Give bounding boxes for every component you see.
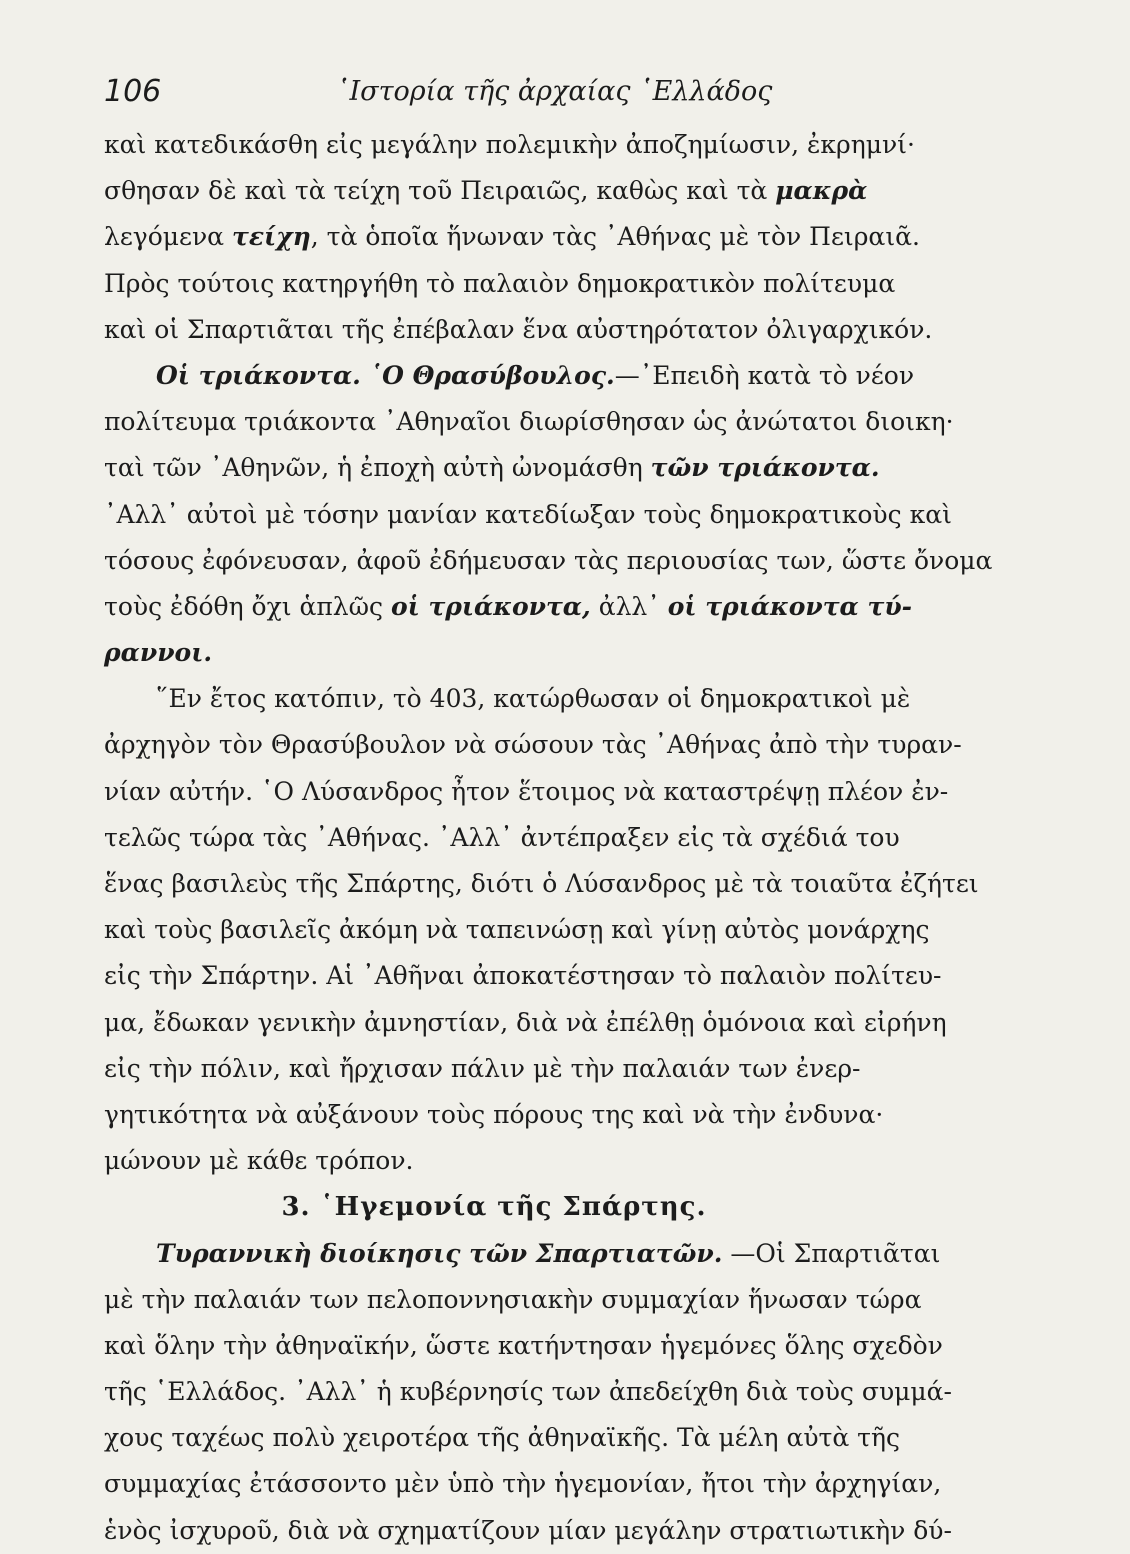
text-segment: 3. ῾Ηγεμονία τῆς Σπάρτης.	[281, 1192, 707, 1223]
italic-phrase: οἱ τριάκοντα,	[390, 591, 591, 621]
italic-phrase: μακρὰ	[775, 176, 868, 206]
text-segment: καὶ κατεδικάσθη εἰς μεγάλην πολεμικὴν ἀποζημίωσιν, ἐκρημνί·	[104, 130, 915, 159]
text-segment: μώνουν μὲ κάθε τρόπον.	[104, 1146, 414, 1176]
text-segment: καὶ ὅλην τὴν ἀθηναϊκήν, ὥστε κατήντησαν ἡγεμόνες ὅλης σχεδὸν	[104, 1330, 943, 1360]
text-line	[104, 722, 1004, 768]
text-line	[104, 1323, 1004, 1369]
text-segment: μὲ τὴν παλαιάν των πελοποννησιακὴν συμμαχίαν ἥνωσαν τώρα	[104, 1284, 922, 1314]
text-segment: λεγόμενα	[104, 222, 233, 252]
text-line	[104, 1415, 1004, 1461]
text-segment: ἀρχηγὸν τὸν Θρασύβουλον νὰ σώσουν τὰς ᾿Αθήνας ἀπὸ τὴν τυραν-	[104, 730, 962, 760]
text-line	[104, 445, 1004, 491]
text-line	[104, 584, 1004, 630]
text-segment: γητικότητα νὰ αὐξάνουν τοὺς πόρους της καὶ νὰ τὴν ἐνδυνα·	[104, 1099, 884, 1129]
italic-phrase: ραννοι.	[104, 638, 213, 668]
italic-phrase: τῶν τριάκοντα.	[650, 453, 880, 483]
text-line	[104, 1277, 1004, 1323]
italic-phrase: Τυραννικὴ διοίκησις τῶν Σπαρτιατῶν.	[156, 1238, 723, 1268]
text-segment: ταὶ τῶν ᾿Αθηνῶν, ἡ ἐποχὴ αὐτὴ ὠνομάσθη	[104, 453, 651, 483]
text-segment: ἀλλ᾿	[590, 591, 668, 621]
text-line	[104, 261, 1004, 307]
text-segment: πολίτευμα τριάκοντα ᾿Αθηναῖοι διωρίσθησαν ὡς ἀνώτατοι διοικη·	[104, 407, 954, 437]
text-segment: ἑνὸς ἰσχυροῦ, διὰ νὰ σχηματίζουν μίαν μεγάλην στρατιωτικὴν δύ-	[104, 1515, 952, 1545]
text-line	[104, 168, 1004, 214]
text-segment: τόσους ἐφόνευσαν, ἀφοῦ ἐδήμευσαν τὰς περιουσίας των, ὥστε ὄνομα	[104, 545, 993, 575]
text-line	[104, 1092, 1004, 1138]
body-text	[104, 122, 1004, 1554]
text-line	[104, 1046, 1004, 1092]
text-line	[104, 1508, 1004, 1554]
text-line	[104, 769, 1004, 815]
text-line	[104, 630, 1004, 676]
text-segment: τῆς ῾Ελλάδος. ᾿Αλλ᾿ ἡ κυβέρνησίς των ἀπεδείχθη διὰ τοὺς συμμά-	[104, 1377, 952, 1407]
text-segment: τελῶς τώρα τὰς ᾿Αθήνας. ᾿Αλλ᾿ ἀντέπραξεν εἰς τὰ σχέδιά του	[104, 822, 900, 852]
text-segment: μα, ἔδωκαν γενικὴν ἀμνηστίαν, διὰ νὰ ἐπέλθῃ ὁμόνοια καὶ εἰρήνη	[104, 1007, 947, 1037]
page-number: 106	[104, 74, 162, 109]
text-segment: ἕνας βασιλεὺς τῆς Σπάρτης, διότι ὁ Λύσανδρος μὲ τὰ τοιαῦτα ἐζήτει	[104, 869, 979, 898]
text-segment: —Οἱ Σπαρτιᾶται	[722, 1238, 941, 1268]
text-line	[104, 122, 1004, 168]
text-segment: τοὺς ἐδόθη ὄχι ἁπλῶς	[104, 591, 391, 621]
text-line	[104, 1231, 1004, 1277]
text-segment: καὶ οἱ Σπαρτιᾶται τῆς ἐπέβαλαν ἕνα αὐστηρότατον ὀλιγαρχικόν.	[104, 314, 933, 344]
text-segment: εἰς τὴν Σπάρτην. Αἱ ᾿Αθῆναι ἀποκατέστησαν τὸ παλαιὸν πολίτευ-	[104, 961, 942, 991]
text-line	[104, 307, 1004, 353]
text-line	[104, 538, 1004, 584]
text-segment: καὶ τοὺς βασιλεῖς ἀκόμη νὰ ταπεινώσῃ καὶ γίνῃ αὐτὸς μονάρχης	[104, 915, 930, 945]
running-title: ῾Ιστορία τῆς ἀρχαίας ῾Ελλάδος	[336, 76, 773, 107]
text-line	[104, 861, 1004, 907]
page-header	[104, 74, 984, 118]
text-segment: —᾿Επειδὴ κατὰ τὸ νέον	[614, 360, 915, 390]
text-segment: σθησαν δὲ καὶ τὰ τείχη τοῦ Πειραιῶς, καθὼς καὶ τὰ	[104, 176, 776, 206]
text-segment: , τὰ ὁποῖα ἥνωναν τὰς ᾿Αθήνας μὲ τὸν Πειραιᾶ.	[310, 222, 920, 252]
text-line	[104, 214, 1004, 260]
italic-phrase: οἱ τριάκοντα τύ-	[667, 591, 913, 621]
text-line	[104, 399, 1004, 445]
text-line	[104, 953, 1004, 999]
text-line	[104, 907, 1004, 953]
text-segment: ᾿Αλλ᾿ αὐτοὶ μὲ τόσην μανίαν κατεδίωξαν τοὺς δημοκρατικοὺς καὶ	[104, 499, 952, 529]
text-segment: ῞Εν ἔτος κατόπιν, τὸ 403, κατώρθωσαν οἱ δημοκρατικοὶ μὲ	[156, 684, 911, 714]
text-line	[104, 815, 1004, 861]
text-line	[104, 1138, 1004, 1184]
section-heading	[104, 1184, 1004, 1230]
italic-phrase: τείχη	[232, 222, 311, 252]
text-line	[104, 492, 1004, 538]
text-line	[104, 1000, 1004, 1046]
text-segment: χους ταχέως πολὺ χειροτέρα τῆς ἀθηναϊκῆς. Τὰ μέλη αὐτὰ τῆς	[104, 1423, 900, 1453]
text-segment: νίαν αὐτήν. ῾Ο Λύσανδρος ἦτον ἕτοιμος νὰ καταστρέψῃ πλέον ἐν-	[104, 776, 949, 806]
text-segment: Πρὸς τούτοις κατηργήθη τὸ παλαιὸν δημοκρατικὸν πολίτευμα	[104, 268, 896, 298]
text-line	[104, 353, 1004, 399]
text-segment: συμμαχίας ἐτάσσοντο μὲν ὑπὸ τὴν ἡγεμονίαν, ἤτοι τὴν ἀρχηγίαν,	[104, 1469, 942, 1499]
italic-phrase: Οἱ τριάκοντα. ῾Ο Θρασύβουλος.	[156, 360, 615, 390]
text-line	[104, 1461, 1004, 1507]
text-line	[104, 676, 1004, 722]
text-line	[104, 1369, 1004, 1415]
text-segment: εἰς τὴν πόλιν, καὶ ἤρχισαν πάλιν μὲ τὴν παλαιάν των ἐνερ-	[104, 1053, 861, 1083]
